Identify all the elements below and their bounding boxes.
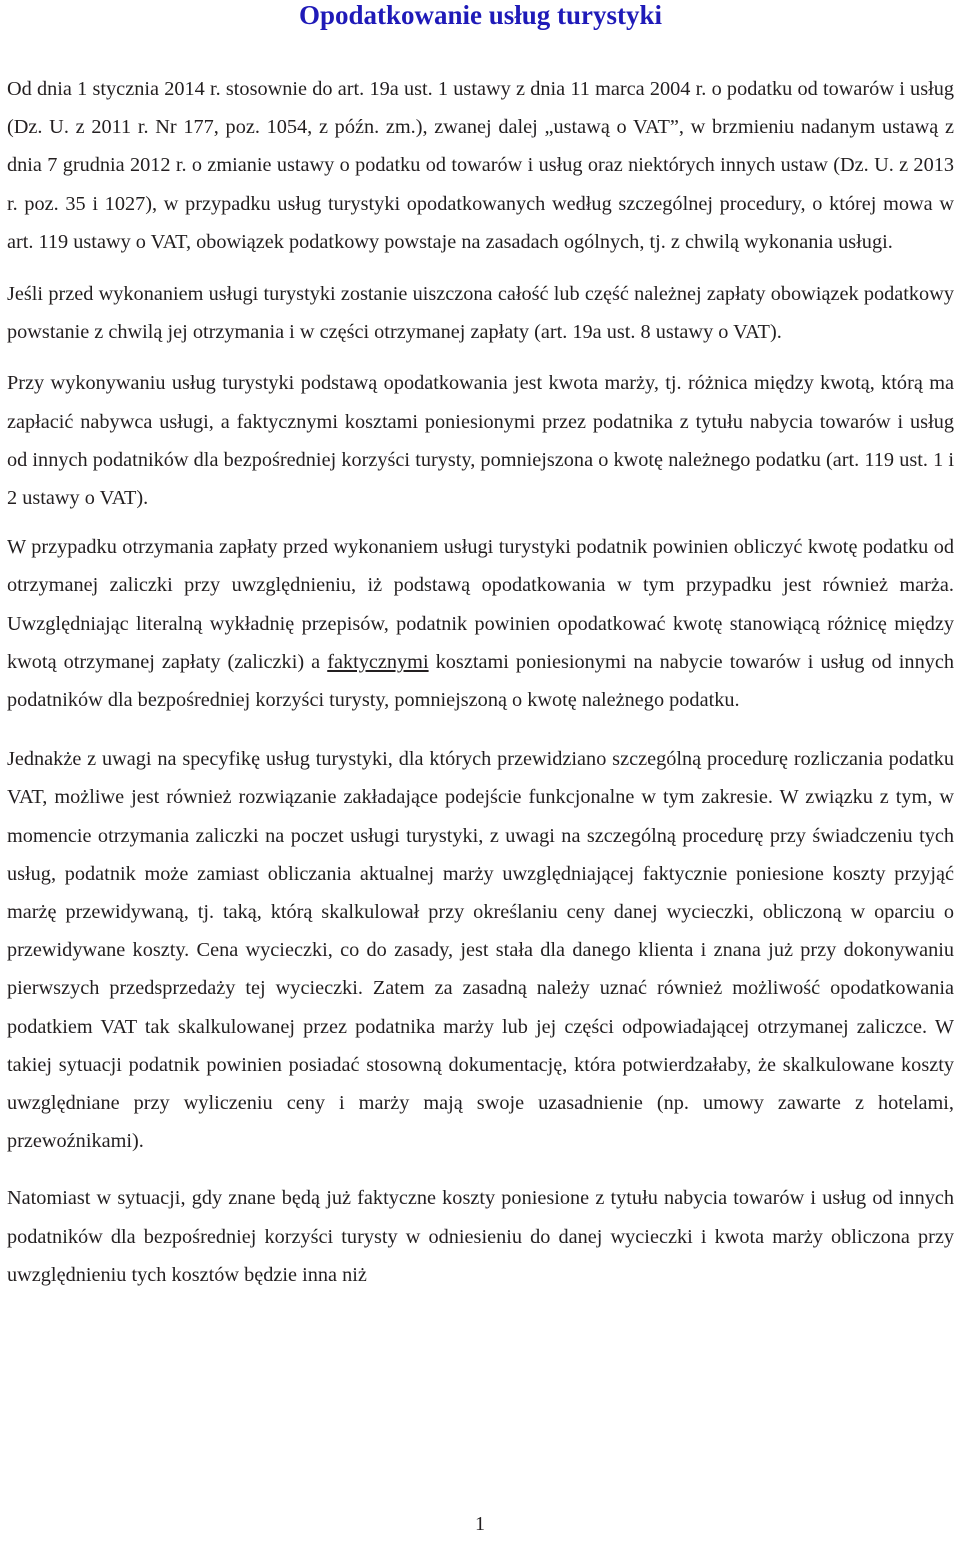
paragraph-3: Przy wykonywaniu usług turystyki podstawą opodatkowania jest kwota marży, tj. różnica między kwotą, którą ma zapłacić nabywca usługi, a faktycznymi kosztami poniesionymi przez podatnika z tytułu nabycia towarów i usług od innych podatników dla bezpośredniej korzyści turysty, pomniejszona o kwotę należnego podatku (art. 119 ust. 1 i 2 ustawy o VAT).	[7, 372, 954, 510]
paragraph-4-text-before: W przypadku otrzymania zapłaty przed wykonaniem usługi turystyki podatnik powinien obliczyć kwotę podatku od otrzymanej zaliczki przy uwzględnieniu, iż podstawą opodatkowania w tym przypadku jest również marża. Uwzględniając literalną wykładnię przepisów, podatnik powinien opodatkować kwotę stanowiącą różnicę między kwotą otrzymanej zapłaty (zaliczki) a	[7, 536, 954, 673]
paragraph-4-text-after: kosztami poniesionymi na nabycie towarów i usług od innych podatników dla bezpośredniej korzyści turysty, pomniejszoną o kwotę należnego podatku.	[7, 650, 954, 712]
document-title: Opodatkowanie usług turystyki	[298, 0, 663, 30]
paragraph-2: Jeśli przed wykonaniem usługi turystyki zostanie uiszczona całość lub część należnej zapłaty obowiązek podatkowy powstanie z chwilą jej otrzymania i w części otrzymanej zapłaty (art. 19a ust. 8 ustawy o VAT).	[7, 283, 954, 344]
paragraph-5: Jednakże z uwagi na specyfikę usług turystyki, dla których przewidziano szczególną procedurę rozliczania podatku VAT, możliwe jest również rozwiązanie zakładające podejście funkcjonalne w tym zakresie. W związku z tym, w momencie otrzymania zaliczki na poczet usługi turystyki, z uwagi na szczególną procedurę przy świadczeniu tych usług, podatnik może zamiast obliczania aktualnej marży uwzględniającej faktycznie poniesione koszty przyjąć marżę przewidywaną, tj. taką, którą skalkulował przy określaniu ceny danej wycieczki, obliczoną w oparciu o przewidywane koszty. Cena wycieczki, co do zasady, jest stała dla danego klienta i znana już przy dokonywaniu pierwszych przedsprzedaży tej wycieczki. Zatem za zasadną należy uznać również możliwość opodatkowania podatkiem VAT tak skalkulowanej przez podatnika marży lub jej części odpowiadającej otrzymanej zaliczce. W takiej sytuacji podatnik powinien posiadać stosowną dokumentację, która potwierdzałaby, że skalkulowane koszty uwzględniane przy wyliczeniu ceny i marży mają swoje uzasadnienie (np. umowy zawarte z hotelami, przewoźnikami).	[7, 748, 954, 1153]
underlined-word: faktycznymi	[327, 650, 429, 673]
paragraph-4	[7, 528, 954, 719]
page-number: 1	[475, 1513, 485, 1535]
paragraph-1: Od dnia 1 stycznia 2014 r. stosownie do art. 19a ust. 1 ustawy z dnia 11 marca 2004 r. o podatku od towarów i usług (Dz. U. z 2011 r. Nr 177, poz. 1054, z późn. zm.), zwanej dalej „ustawą o VAT”, w brzmieniu nadanym ustawą z dnia 7 grudnia 2012 r. o zmianie ustawy o podatku od towarów i usług oraz niektórych innych ustaw (Dz. U. z 2013 r. poz. 35 i 1027), w przypadku usług turystyki opodatkowanych według szczególnej procedury, o której mowa w art. 119 ustawy o VAT, obowiązek podatkowy powstaje na zasadach ogólnych, tj. z chwilą wykonania usługi.	[7, 78, 954, 253]
paragraph-6: Natomiast w sytuacji, gdy znane będą już faktyczne koszty poniesione z tytułu nabycia towarów i usług od innych podatników dla bezpośredniej korzyści turysty w odniesieniu do danej wycieczki i kwota marży obliczona przy uwzględnieniu tych kosztów będzie inna niż	[7, 1187, 954, 1286]
